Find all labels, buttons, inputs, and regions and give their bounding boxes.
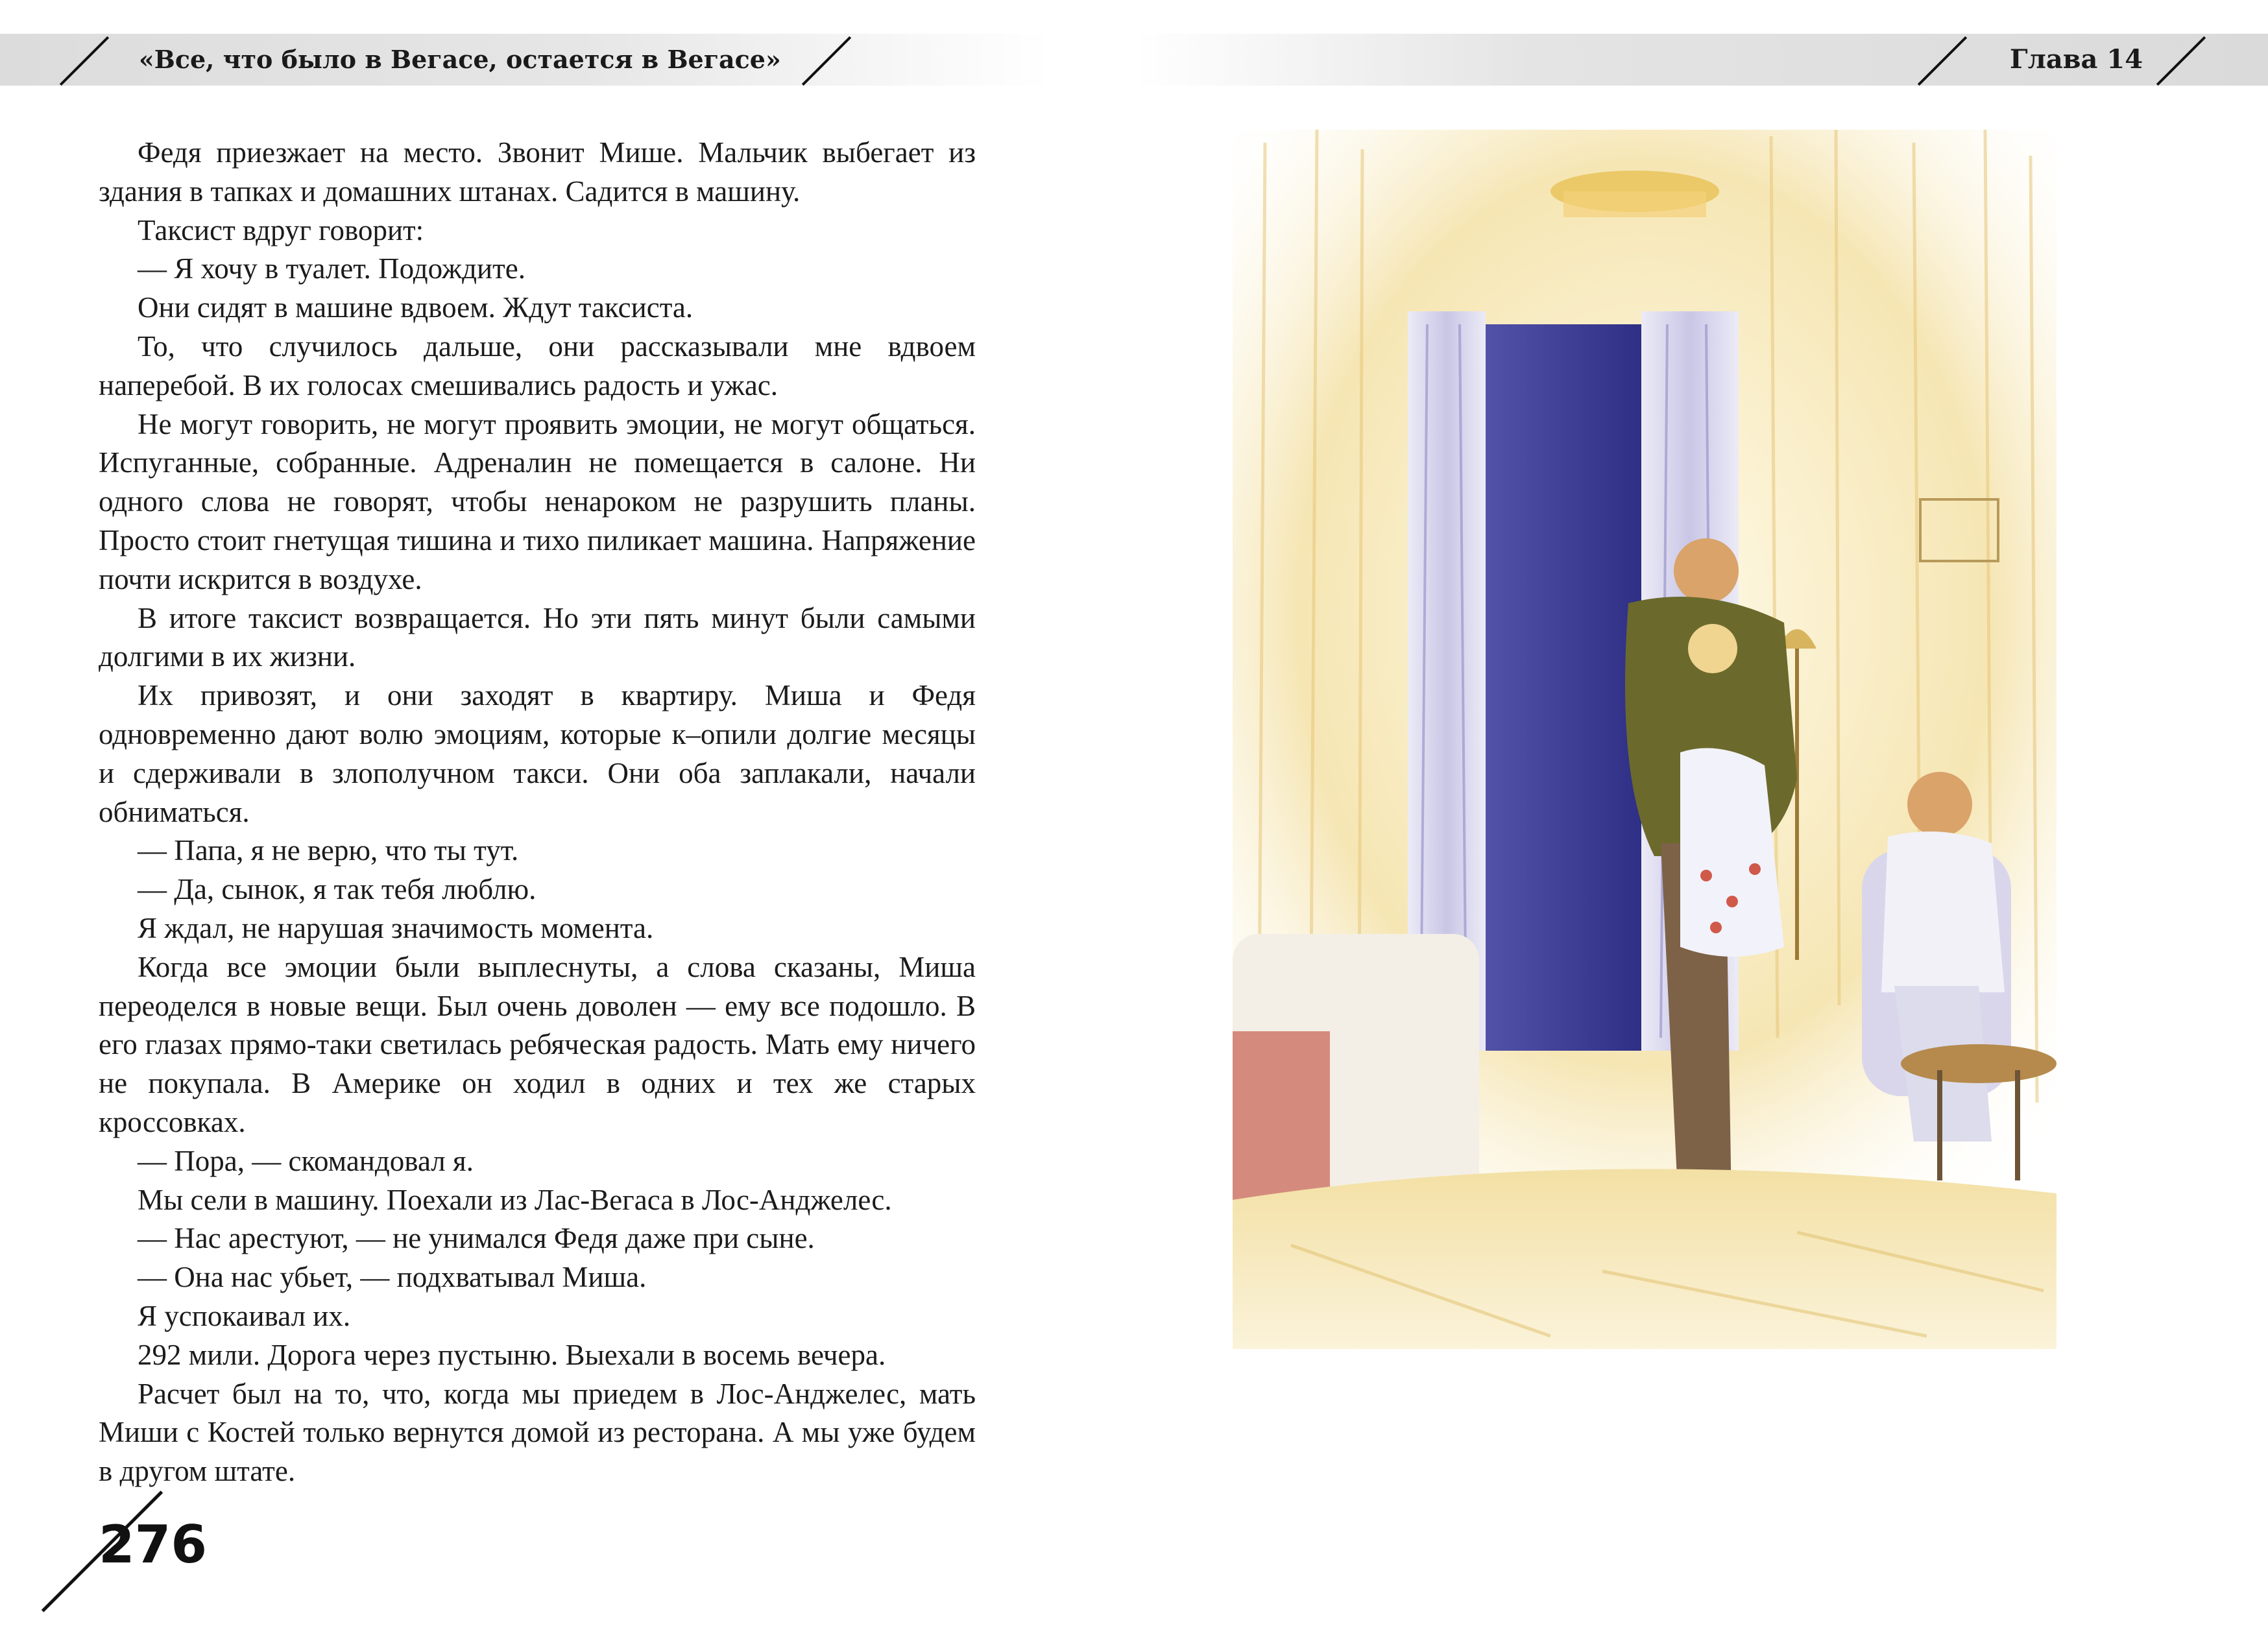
paragraph: — Нас арестуют, — не унимался Федя даже при сыне. bbox=[138, 1222, 815, 1255]
paragraph: — Папа, я не верю, что ты тут. bbox=[138, 834, 519, 867]
paragraph: — Да, сынок, я так тебя люблю. bbox=[138, 873, 537, 906]
paragraph: Их привозят, и они заходят в квартиру. Миша и Федя одновременно дают волю эмоциям, которые к–опили долгие месяцы и сдерживали в злополучном такси. Они оба заплакали, начали обниматься. bbox=[99, 679, 976, 828]
running-title: «Все, что было в Вегасе, остается в Вегасе» bbox=[139, 45, 781, 74]
floor bbox=[1233, 1169, 2057, 1349]
paragraph: — Пора, — скомандовал я. bbox=[138, 1144, 474, 1177]
illustration bbox=[1213, 130, 2076, 1362]
paragraph: — Она нас убьет, — подхватывал Миша. bbox=[138, 1261, 647, 1294]
paragraph: Расчет был на то, что, когда мы приедем в Лос-Анджелес, мать Миши с Костей только вернутся домой из ресторана. А мы уже будем в другом штате. bbox=[99, 1377, 976, 1488]
body-text bbox=[99, 134, 976, 1491]
paragraph: В итоге таксист возвращается. Но эти пять минут были самыми долгими в их жизни. bbox=[99, 601, 976, 673]
paragraph: То, что случилось дальше, они рассказывали мне вдвоем наперебой. В их голосах смешивались радость и ужас. bbox=[99, 329, 976, 401]
chapter-label: Глава 14 bbox=[2010, 44, 2143, 75]
paragraph: 292 мили. Дорога через пустыню. Выехали в восемь вечера. bbox=[138, 1338, 886, 1371]
paragraph: Я успокаивал их. bbox=[138, 1299, 351, 1332]
paragraph: Я ждал, не нарушая значимость момента. bbox=[138, 911, 654, 944]
paragraph: Таксист вдруг говорит: bbox=[138, 213, 424, 246]
right-page bbox=[1134, 0, 2268, 1626]
paragraph: — Я хочу в туалет. Подождите. bbox=[138, 252, 526, 285]
paragraph: Они сидят в машине вдвоем. Ждут таксиста. bbox=[138, 291, 694, 324]
paragraph: Не могут говорить, не могут проявить эмоции, не могут общаться. Испуганные, собранные. Адреналин не помещается в салоне. Ни одного слова не говорят, чтобы ненароком не разрушить планы. Просто стоит гнетущая тишина и тихо пиликает машина. Напряжение почти искрится в воздухе. bbox=[99, 407, 976, 595]
paragraph: Когда все эмоции были выплеснуты, а слова сказаны, Миша переоделся в новые вещи. Был очень доволен — ему все подошло. В его глазах прямо-таки светилась ребяческая радость. Мать ему ничего не покупала. В Америке он ходил в одних и тех же старых кроссовках. bbox=[99, 950, 976, 1138]
doorway bbox=[1486, 324, 1641, 1051]
side-table bbox=[1901, 1044, 2057, 1083]
paragraph: Мы сели в машину. Поехали из Лас-Вегаса в Лос-Анджелес. bbox=[138, 1183, 892, 1216]
paragraph: Федя приезжает на место. Звонит Мише. Мальчик выбегает из здания в тапках и домашних штанах. Садится в машину. bbox=[99, 136, 976, 208]
page-number: 276 bbox=[99, 1514, 207, 1575]
